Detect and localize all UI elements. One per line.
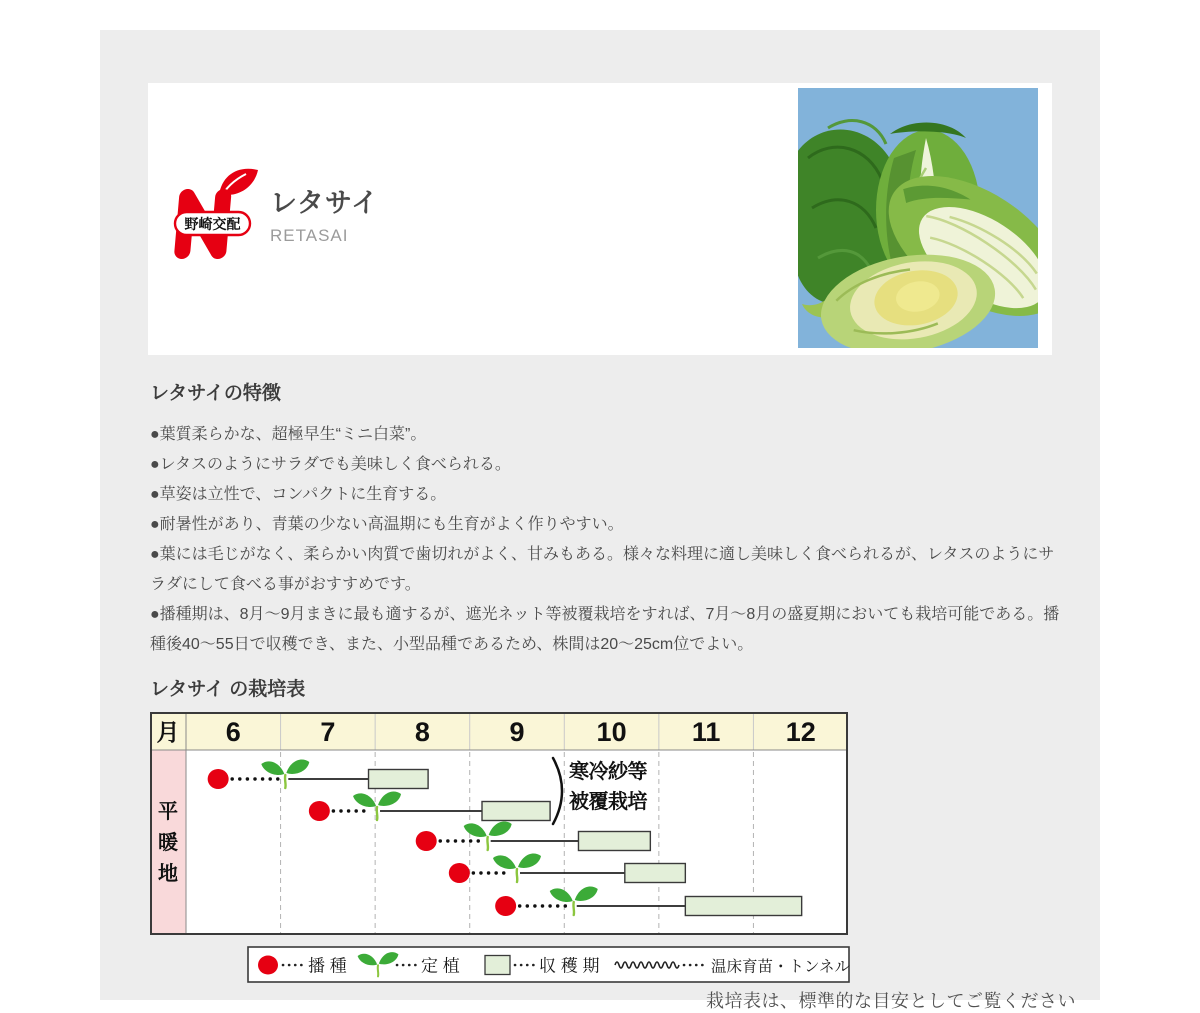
month-label: 7 [320, 717, 336, 747]
feature-bullet: ●葉には毛じがなく、柔らかい肉質で歯切れがよく、甘みもある。様々な料理に適し美味しく食べられるが、レタスのようにサラダにして食べる事がおすすめです。 [150, 546, 1055, 593]
month-label: 10 [596, 717, 627, 747]
month-header-band [150, 712, 848, 750]
legend-label: 定 植 [421, 956, 460, 976]
month-header-label: 月 [156, 719, 180, 745]
region-label-char: 地 [158, 863, 178, 885]
month-label: 9 [509, 717, 525, 747]
content-panel [100, 30, 1100, 1011]
bottom-note: 栽培表は、標準的な目安としてご覧ください [706, 991, 1076, 1011]
page-subtitle: RETASAI [270, 226, 349, 245]
feature-bullet: ●草姿は立性で、コンパクトに生育する。 [150, 486, 447, 503]
harvest-box [625, 864, 686, 883]
legend-label: 温床育苗・トンネル [711, 958, 850, 976]
sow-dot [416, 831, 437, 851]
month-label: 8 [414, 717, 430, 747]
cultivation-chart [150, 712, 848, 935]
features-list [150, 420, 1062, 660]
header-card [148, 83, 1052, 355]
harvest-box [482, 802, 550, 821]
month-label: 11 [691, 717, 721, 747]
chart-heading: レタサイ の栽培表 [150, 679, 306, 700]
harvest-box [685, 897, 801, 916]
harvest-box [578, 832, 650, 851]
sow-dot [449, 863, 470, 883]
sow-dot [208, 769, 229, 789]
region-label-char: 暖 [158, 832, 178, 854]
features-heading: レタサイの特徴 [150, 383, 281, 404]
covered-annotation: 被覆栽培 [569, 791, 647, 813]
feature-bullet: ●レタスのようにサラダでも美味しく食べられる。 [150, 456, 511, 473]
feature-bullet: ●葉質柔らかな、超極早生“ミニ白菜”。 [150, 426, 427, 443]
title-block [270, 181, 379, 246]
page-title: レタサイ [270, 188, 380, 218]
harvest-box [369, 770, 429, 789]
chart-legend [247, 946, 850, 983]
brand-badge-text: 野崎交配 [184, 216, 241, 232]
feature-bullet: ●播種期は、8月〜9月まきに最も適するが、遮光ネット等被覆栽培をすれば、7月〜8月の盛夏期においても栽培可能である。播種後40〜55日で収穫でき、また、小型品種であるため、株間は20〜25cm位でよい。 [150, 606, 1060, 653]
sow-dot [258, 956, 278, 975]
product-photo [798, 88, 1038, 348]
sow-dot [495, 896, 516, 916]
sow-dot [309, 801, 330, 821]
covered-annotation: 寒冷紗等 [569, 761, 647, 783]
harvest-box [485, 956, 510, 975]
month-label: 6 [225, 717, 241, 747]
brand-badge [175, 212, 250, 235]
region-label-char: 平 [158, 801, 178, 823]
feature-bullet: ●耐暑性があり、青葉の少ない高温期にも生育がよく作りやすい。 [150, 516, 624, 533]
brand-logo [172, 163, 264, 266]
month-label: 12 [785, 717, 816, 747]
legend-label: 収 穫 期 [539, 956, 600, 976]
legend-label: 播 種 [308, 956, 347, 976]
